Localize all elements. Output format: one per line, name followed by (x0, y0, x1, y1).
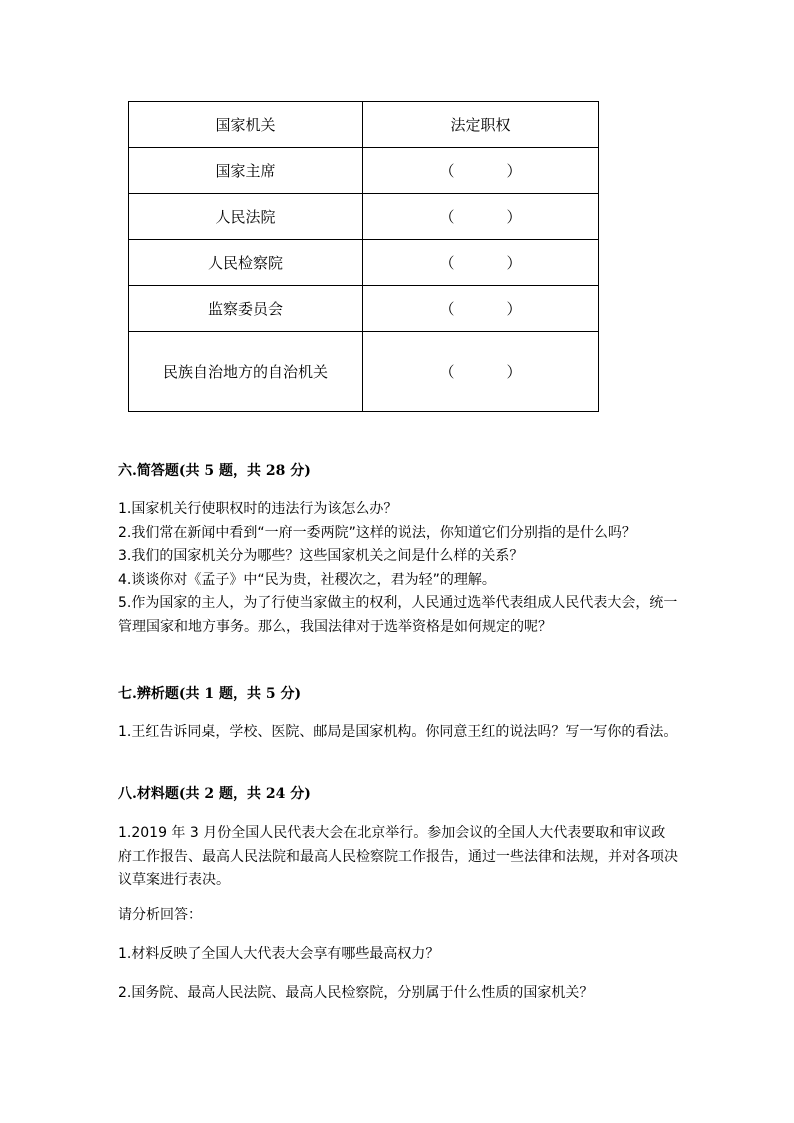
answer-blank (363, 286, 599, 332)
section-7-question-1: 1.王红告诉同桌，学校、医院、邮局是国家机构。你同意王红的说法吗？写一写你的看法。 (118, 724, 678, 740)
table-row (129, 286, 599, 332)
table-row (129, 194, 599, 240)
question-4: 4.谈谈你对《孟子》中“民为贵，社稷次之，君为轻”的理解。 (118, 571, 496, 588)
section-8-heading: 八.材料题(共 2 题，共 24 分) (118, 786, 311, 802)
open-paren: （ (439, 254, 455, 272)
answer-blank (363, 194, 599, 240)
open-paren: （ (439, 300, 455, 318)
section-8-question-2: 2.国务院、最高人民法院、最高人民检察院，分别属于什么性质的国家机关？ (118, 985, 594, 1001)
organ-cell: 民族自治地方的自治机关 (129, 332, 363, 412)
close-paren: ） (506, 254, 522, 272)
open-paren: （ (439, 363, 455, 381)
close-paren: ） (506, 162, 522, 180)
answer-blank (363, 332, 599, 412)
answer-blank (363, 240, 599, 286)
open-paren: （ (439, 162, 455, 180)
header-organ: 国家机关 (129, 102, 363, 148)
table-row (129, 240, 599, 286)
section-8-material: 1.2019 年 3 月份全国人民代表大会在北京举行。参加会议的全国人大代表要取和审议政府工作报告、最高人民法院和最高人民检察院工作报告，通过一些法律和法规，并对各项决议草案进行表决。 (118, 825, 678, 888)
open-paren: （ (439, 208, 455, 226)
powers-table (128, 101, 599, 412)
organ-cell: 国家主席 (129, 148, 363, 194)
section-8-prompt: 请分析回答： (118, 907, 202, 923)
header-power: 法定职权 (363, 102, 599, 148)
table-header-row (129, 102, 599, 148)
question-5: 5.作为国家的主人，为了行使当家做主的权利，人民通过选举代表组成人民代表大会，统一管理国家和地方事务。那么，我国法律对于选举资格是如何规定的呢？ (118, 595, 678, 635)
question-1: 1.国家机关行使职权时的违法行为该怎么办？ (118, 501, 398, 517)
close-paren: ） (506, 363, 522, 381)
answer-blank (363, 148, 599, 194)
section-8-question-1: 1.材料反映了全国人大代表大会享有哪些最高权力？ (118, 946, 440, 962)
organ-cell: 监察委员会 (129, 286, 363, 332)
table-row (129, 332, 599, 412)
table-row (129, 148, 599, 194)
close-paren: ） (506, 208, 522, 226)
section-7-heading: 七.辨析题(共 1 题，共 5 分) (118, 686, 302, 702)
section-6-heading: 六.简答题(共 5 题，共 28 分) (118, 463, 311, 479)
close-paren: ） (506, 300, 522, 318)
section-6-questions (118, 498, 678, 639)
organ-cell: 人民检察院 (129, 240, 363, 286)
organ-cell: 人民法院 (129, 194, 363, 240)
question-2: 2.我们常在新闻中看到“一府一委两院”这样的说法，你知道它们分别指的是什么吗？ (118, 524, 636, 541)
question-3: 3.我们的国家机关分为哪些？这些国家机关之间是什么样的关系？ (118, 548, 524, 564)
